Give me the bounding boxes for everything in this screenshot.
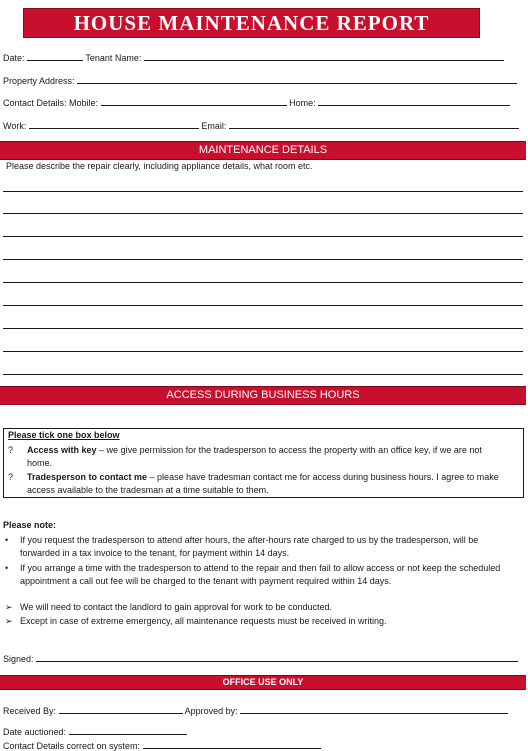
description-line[interactable] (3, 259, 523, 260)
description-line[interactable] (3, 374, 523, 375)
maintenance-details-heading: MAINTENANCE DETAILS (0, 141, 526, 160)
notes-heading: Please note: (3, 520, 57, 530)
approved-by-field[interactable] (240, 705, 508, 714)
checkbox-tradesperson-contact[interactable]: ? (8, 472, 14, 482)
contact-row (3, 97, 510, 108)
date-tenant-row (3, 52, 504, 63)
date-field[interactable] (27, 52, 83, 61)
mobile-field[interactable] (101, 97, 287, 106)
option-tradesperson-contact (27, 471, 507, 497)
note-landlord-approval: We will need to contact the landlord to gain approval for work to be conducted. (20, 602, 333, 612)
received-approved-row (3, 705, 508, 716)
option-access-with-key-text: – we give permission for the tradesperson to access the property with an office key, if we are not home. (27, 445, 482, 468)
description-line[interactable] (3, 328, 523, 329)
date-auctioned-row (3, 726, 187, 737)
description-line[interactable] (3, 191, 523, 192)
option-tradesperson-contact-title: Tradesperson to contact me (27, 472, 148, 482)
description-line[interactable] (3, 305, 523, 306)
arrow-bullet-icon: ➢ (5, 616, 13, 626)
tenant-name-label: Tenant Name: (85, 53, 142, 63)
home-field[interactable] (318, 97, 510, 106)
description-line[interactable] (3, 213, 523, 214)
access-options-box (3, 428, 524, 498)
work-email-row (3, 120, 519, 131)
email-label: Email: (201, 121, 227, 131)
signed-row (3, 653, 518, 664)
received-by-label: Received By: (3, 706, 57, 716)
tick-instruction: Please tick one box below (8, 430, 120, 440)
date-label: Date: (3, 53, 25, 63)
signature-field[interactable] (36, 653, 518, 662)
option-tradesperson-contact-text: – please have tradesman contact me for access during business hours. I agree to make access available to the tradesman at a time suitable to them. (27, 472, 499, 495)
maintenance-instruction: Please describe the repair clearly, including appliance details, what room etc. (6, 161, 313, 171)
signed-label: Signed: (3, 654, 34, 664)
approved-by-label: Approved by: (184, 706, 238, 716)
property-address-field[interactable] (77, 75, 517, 84)
contact-correct-label: Contact Details correct on system: (3, 741, 141, 751)
description-line[interactable] (3, 236, 523, 237)
property-address-label: Property Address: (3, 76, 75, 86)
bullet-icon: • (5, 535, 9, 545)
checkbox-access-with-key[interactable]: ? (8, 445, 14, 455)
contact-mobile-label: Contact Details: Mobile: (3, 98, 99, 108)
date-auctioned-label: Date auctioned: (3, 727, 67, 737)
description-line[interactable] (3, 351, 523, 352)
bullet-icon: • (5, 563, 9, 573)
office-use-heading: OFFICE USE ONLY (0, 675, 526, 690)
received-by-field[interactable] (59, 705, 183, 714)
note-after-hours: If you request the tradesperson to attend after hours, the after-hours rate charged to us by the tradesperson, will be forwarded in a tax invoice to the tenant, for payment within 14 days. (20, 535, 479, 558)
work-label: Work: (3, 121, 27, 131)
description-line[interactable] (3, 282, 523, 283)
option-access-with-key (27, 444, 507, 470)
contact-correct-field[interactable] (143, 740, 321, 749)
home-label: Home: (289, 98, 316, 108)
work-field[interactable] (29, 120, 199, 129)
note-call-out-fee: If you arrange a time with the tradesperson to attend to the repair and then fail to allow access or not keep the scheduled appointment a call out fee will be charged to the tenant with payment required within 14 days. (20, 563, 501, 586)
property-address-row (3, 75, 517, 86)
date-auctioned-field[interactable] (69, 726, 187, 735)
note-in-writing: Except in case of extreme emergency, all maintenance requests must be received in writing. (20, 616, 387, 626)
email-field[interactable] (229, 120, 519, 129)
report-title: HOUSE MAINTENANCE REPORT (23, 8, 480, 38)
tenant-name-field[interactable] (144, 52, 504, 61)
arrow-bullet-icon: ➢ (5, 602, 13, 612)
access-heading: ACCESS DURING BUSINESS HOURS (0, 386, 526, 405)
option-access-with-key-title: Access with key (27, 445, 97, 455)
contact-correct-row (3, 740, 321, 751)
